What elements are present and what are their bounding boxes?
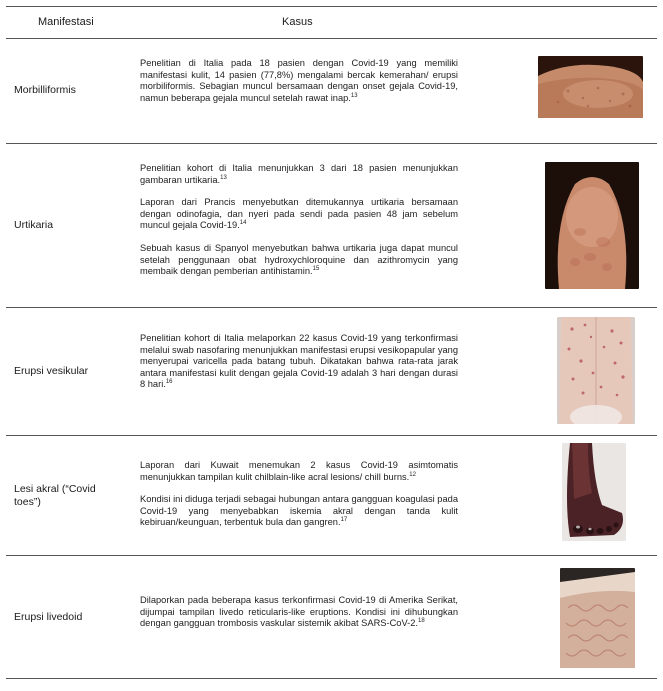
- arm-skin-rash-photo: [538, 56, 643, 118]
- case-paragraph: Laporan dari Kuwait menemukan 2 kasus Covid-19 asimtomatis menunjukkan tampilan kulit chilblain-like acral lesions/ chill burns.$^{12}$: [140, 460, 458, 482]
- manifest-label: Erupsi vesikular: [14, 365, 89, 377]
- case-paragraph: Kondisi ini diduga terjadi sebagai hubungan antara gangguan koagulasi pada Covid-19 yang menyebabkan iskemia akral dengan tanda kulit kebiruan/keunguan, terbentuk bula dan gangren.$^{17}$: [140, 494, 458, 528]
- covid-toes-photo: [562, 443, 626, 541]
- vesicular-back-photo: [557, 317, 635, 424]
- header-kasus: Kasus: [282, 16, 313, 28]
- manifest-label: Morbilliformis: [14, 84, 76, 96]
- table-rule-row3: [6, 435, 657, 436]
- table-rule-bottom: [6, 678, 657, 679]
- case-paragraph: Penelitian kohort di Italia melaporkan 22 kasus Covid-19 yang terkonfirmasi melalui swab nasofaring menunjukkan manifestasi erupsi vesikopapular yang menyerupai varicella pada batang tubuh. Dikatakan bahwa rata-rata jarak antara manifestasi kulit dengan gejala Covid-19 adalah 3 hari dengan durasi 8 hari.$^{16}$: [140, 333, 458, 390]
- table-rule-row2: [6, 307, 657, 308]
- livedoid-leg-photo: [560, 568, 635, 668]
- case-paragraph: Sebuah kasus di Spanyol menyebutkan bahwa urtikaria juga dapat muncul setelah penggunaan obat hydroxychloroquine dan azithromycin yang membaik dengan pemberian antihistamin.$^{15}$: [140, 242, 458, 277]
- case-text: [140, 58, 458, 104]
- case-paragraph: Laporan dari Prancis menyebutkan ditemukannya urtikaria bersamaan dengan odinofagia, dan nyeri pada sendi pada pasien 48 jam sebelum muncul gejala Covid-19.14: [140, 197, 458, 231]
- case-text: [140, 460, 458, 529]
- header-manifestasi: Manifestasi: [38, 16, 94, 28]
- table-rule-row4: [6, 555, 657, 556]
- case-text: [140, 333, 458, 391]
- manifest-label: Urtikaria: [14, 219, 54, 231]
- table-rule-header: [6, 38, 657, 39]
- manifest-label: Erupsi livedoid: [14, 611, 83, 623]
- case-text: [140, 595, 458, 630]
- case-text: [140, 163, 458, 278]
- case-paragraph: Penelitian di Italia pada 18 pasien dengan Covid-19 yang memiliki manifestasi kulit, 14 pasien (77,8%) mengalami bercak kemerahan/ erupsi morbiliformis. Sebagian muncul bersamaan dengan onset gejala Covid-19, namun beberapa gejala muncul setelah rawat inap.$^{13}$: [140, 58, 458, 103]
- table-rule-row1: [6, 143, 657, 144]
- manifest-label: Lesi akral (“Covid toes”): [14, 483, 96, 508]
- table-rule-top: [6, 6, 657, 7]
- case-paragraph: Dilaporkan pada beberapa kasus terkonfirmasi Covid-19 di Amerika Serikat, dijumpai tampilan livedo reticularis-like eruptions. Kondisi ini dihubungkan dengan gangguan trombosis vaskular sistemik akibat SARS-CoV-2.18: [140, 595, 458, 629]
- case-paragraph: Penelitian kohort di Italia menunjukkan 3 dari 18 pasien menunjukkan gambaran urtikaria.$^{13}$: [140, 163, 458, 185]
- urticaria-skin-photo: [545, 162, 639, 289]
